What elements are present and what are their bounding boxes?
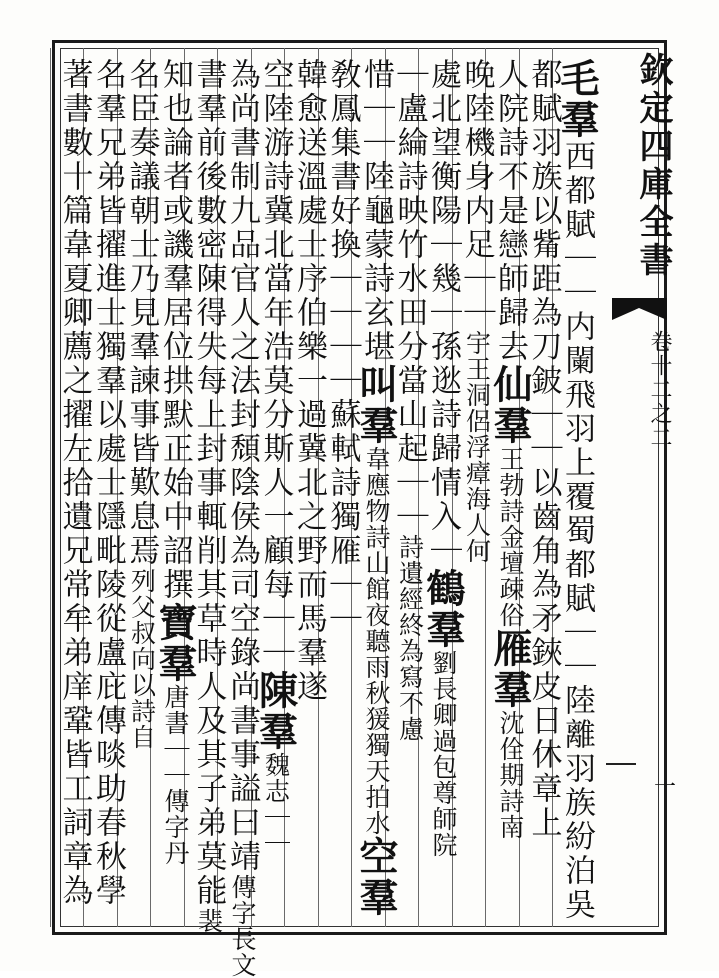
text-segment: 書羣前後數密陳得失每上封事輒削其草時人及其子弟莫能 <box>190 58 227 908</box>
text-segment: 沈佺期詩南 <box>496 710 525 840</box>
text-segment: 為尚書制九品官人之法封頹陰侯為司空錄尚書事謚曰靖 <box>224 58 260 874</box>
entry-heading: 雁羣 <box>487 628 533 710</box>
entry-heading: 陳羣 <box>252 670 299 752</box>
text-segment: 傳字長文 <box>228 874 257 978</box>
text-segment: 裴 <box>194 908 224 934</box>
text-segment: 人院詩不是戀師歸去 <box>492 58 528 364</box>
text-segment: 惜｜｜陸龜蒙詩玄堪 <box>358 58 394 364</box>
entry-heading: 鶴羣 <box>420 568 466 650</box>
text-segment: 宇王洞侶 <box>462 330 492 434</box>
text-segment: 晚陸機身内足｜｜ <box>458 58 495 330</box>
page-number-rule <box>606 763 636 765</box>
text-segment: ｜｜陸離羽族紛泊吳 <box>559 616 595 922</box>
text-segment: 著書數十篇韋夏卿薦之擢左拾遺兄常牟弟庠鞏皆工詞章為 <box>56 58 93 908</box>
entry-heading: 空羣 <box>353 836 399 918</box>
text-segment: 列父叔向以詩自 <box>127 568 157 750</box>
text-segment: 空陸游詩冀北當年浩莫分斯人一顧每｜｜ <box>257 58 294 670</box>
text-segment: ｜｜内闌飛羽上覆蜀都賦 <box>559 242 595 616</box>
entry-heading: 仙羣 <box>487 364 533 446</box>
text-segment: 韋應物詩山館夜聽雨秋猨獨 <box>362 446 391 758</box>
text-segment: 名臣奏議朝士乃見羣諫事皆歎息焉 <box>123 58 160 568</box>
text-segment: 處北望衡陽｜幾｜孫逖詩歸情入｜ <box>425 58 461 568</box>
fishtail-mark-icon <box>612 298 667 320</box>
text-segment: 魏志｜｜ <box>261 752 291 856</box>
text-segment: ｜｜蘇軾詩獨雁｜｜ <box>324 330 361 636</box>
text-segment: 名羣兄弟皆擢進士獨羣以處士隱毗陵從盧庇傳啖助春秋學 <box>90 58 126 908</box>
volume-label: 卷十二之二 <box>647 330 672 450</box>
text-segment: 都賦羽族以觜距為刀鈹｜｜以齒角為矛鋏皮日休章上 <box>525 58 562 840</box>
page-number: 一 <box>654 775 677 800</box>
text-segment: 知也論者或譏羣居位拱默正始中詔撰 <box>157 58 193 602</box>
text-segment: 唐書｜｜傳字丹 <box>161 684 190 866</box>
text-segment: 天拍水 <box>362 758 391 836</box>
text-segment: 王勃詩金壇疎俗 <box>496 446 525 628</box>
text-segment: 敎鳳集書好換｜｜ <box>324 58 361 330</box>
text-segment: ｜盧綸詩映竹水田分當山起｜｜ <box>391 58 428 534</box>
text-segment: 韓愈送溫處士序伯樂一過冀北之野而馬羣遂 <box>291 58 327 704</box>
text-column <box>53 58 97 918</box>
column-rule <box>50 48 51 927</box>
text-segment: 詩遺經終為寫不慮 <box>395 534 425 742</box>
entry-heading: 寶羣 <box>152 602 198 684</box>
text-segment: 浮瘴海人何 <box>462 434 492 564</box>
entry-heading: 叫羣 <box>353 364 399 446</box>
entry-heading: 毛羣 <box>554 58 600 140</box>
text-segment: 西都賦 <box>559 140 595 242</box>
text-segment: 劉長卿過包尊師院 <box>429 650 458 858</box>
book-title: 欽定四庫全書 <box>633 52 673 280</box>
